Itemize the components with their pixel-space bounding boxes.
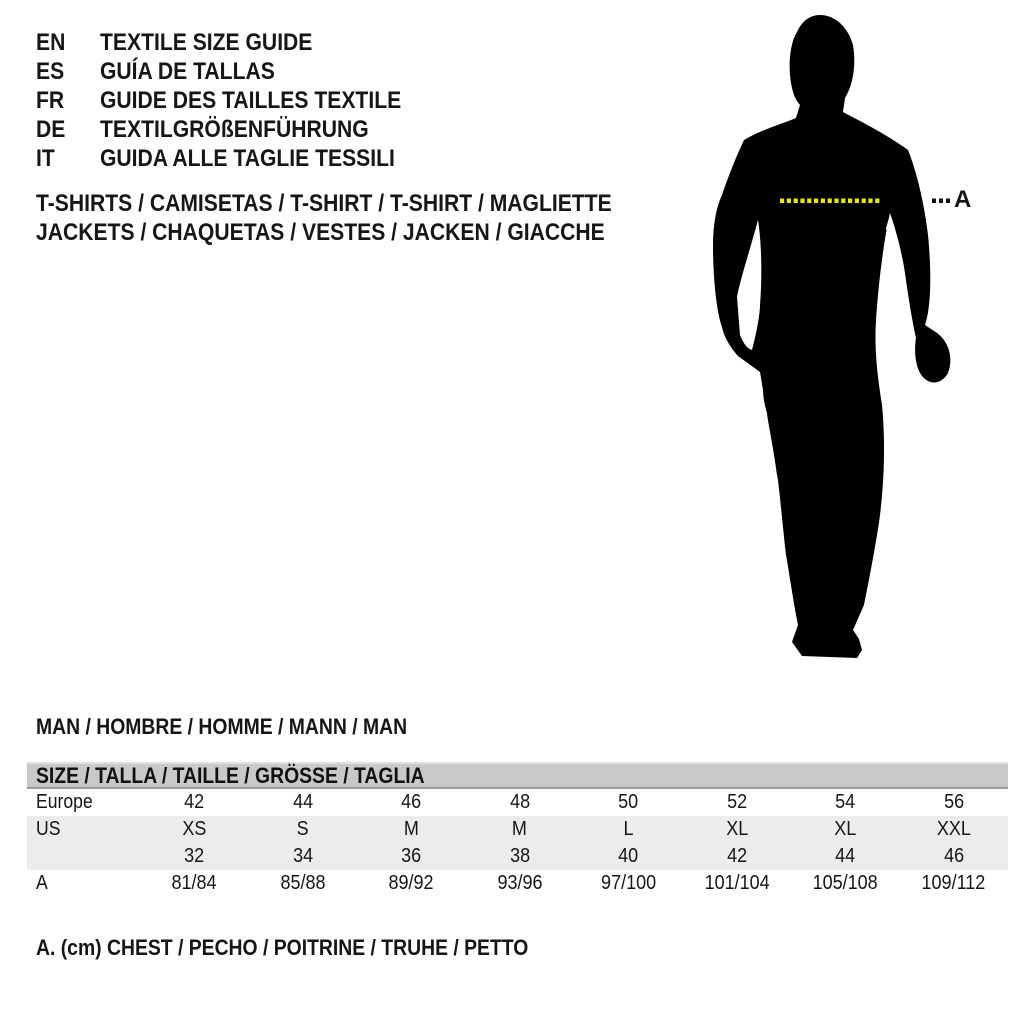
language-code: ES <box>36 58 65 85</box>
size-table <box>27 762 1008 897</box>
table-cell: 109/112 <box>921 872 986 894</box>
table-cell: 46 <box>943 845 964 867</box>
language-code: EN <box>36 29 66 56</box>
language-code: FR <box>36 87 65 114</box>
table-cell: 38 <box>509 845 530 867</box>
table-cell: 93/96 <box>497 872 543 894</box>
language-row <box>36 86 442 115</box>
table-cell: 32 <box>184 845 205 867</box>
table-row-uk <box>27 843 1008 870</box>
table-cell: L <box>623 818 634 840</box>
table-cell: 40 <box>618 845 639 867</box>
language-label: GUÍA DE TALLAS <box>100 58 275 85</box>
row-label: US <box>36 818 61 840</box>
language-row <box>36 144 442 173</box>
man-silhouette-figure <box>690 5 970 665</box>
category-line-jackets: JACKETS / CHAQUETAS / VESTES / JACKEN / GIACCHE <box>36 219 605 246</box>
table-row-us <box>27 816 1008 843</box>
language-row <box>36 57 442 86</box>
language-row <box>36 115 442 144</box>
table-cell: 42 <box>184 791 205 813</box>
table-cell: XXL <box>936 818 971 840</box>
language-row <box>36 28 442 57</box>
table-cell: 44 <box>292 791 313 813</box>
table-cell: XL <box>834 818 857 840</box>
garment-category-block <box>36 189 690 247</box>
table-cell: 81/84 <box>171 872 217 894</box>
size-table-header <box>27 762 1008 789</box>
table-cell: XS <box>182 818 207 840</box>
language-label: TEXTILE SIZE GUIDE <box>100 29 313 56</box>
language-label: GUIDA ALLE TAGLIE TESSILI <box>100 145 395 172</box>
measurement-footnote: A. (cm) CHEST / PECHO / POITRINE / TRUHE / PETTO <box>36 935 529 960</box>
table-cell: S <box>296 818 309 840</box>
table-cell: 44 <box>835 845 856 867</box>
language-label: GUIDE DES TAILLES TEXTILE <box>100 87 402 114</box>
language-title-block <box>36 28 442 173</box>
table-cell: M <box>512 818 528 840</box>
table-cell: 46 <box>401 791 422 813</box>
row-label: Europe <box>36 791 93 813</box>
row-label: A <box>36 872 48 894</box>
man-silhouette-svg <box>690 5 970 665</box>
category-line-tshirts: T-SHIRTS / CAMISETAS / T-SHIRT / T-SHIRT / MAGLIETTE <box>36 190 612 217</box>
chest-measurement-line <box>780 199 879 204</box>
table-cell: 34 <box>292 845 313 867</box>
table-cell: 36 <box>401 845 422 867</box>
marker-leader-dots <box>932 199 950 204</box>
table-cell: M <box>403 818 419 840</box>
table-row-europe <box>27 789 1008 816</box>
size-table-header-label: SIZE / TALLA / TAILLE / GRÖSSE / TAGLIA <box>36 763 425 788</box>
table-cell: 54 <box>835 791 856 813</box>
table-cell: 52 <box>726 791 747 813</box>
table-cell: 42 <box>726 845 747 867</box>
language-label: TEXTILGRÖßENFÜHRUNG <box>100 116 369 143</box>
language-code: DE <box>36 116 66 143</box>
chest-marker-label: A <box>954 186 972 213</box>
table-row-chest <box>27 870 1008 897</box>
table-cell: 89/92 <box>388 872 434 894</box>
language-code: IT <box>36 145 55 172</box>
table-cell: 105/108 <box>812 872 878 894</box>
table-cell: XL <box>725 818 748 840</box>
section-title-man: MAN / HOMBRE / HOMME / MANN / MAN <box>36 714 408 739</box>
table-cell: 97/100 <box>600 872 656 894</box>
table-cell: 48 <box>509 791 530 813</box>
table-cell: 50 <box>618 791 639 813</box>
table-cell: 85/88 <box>280 872 326 894</box>
table-cell: 101/104 <box>704 872 770 894</box>
table-cell: 56 <box>943 791 964 813</box>
